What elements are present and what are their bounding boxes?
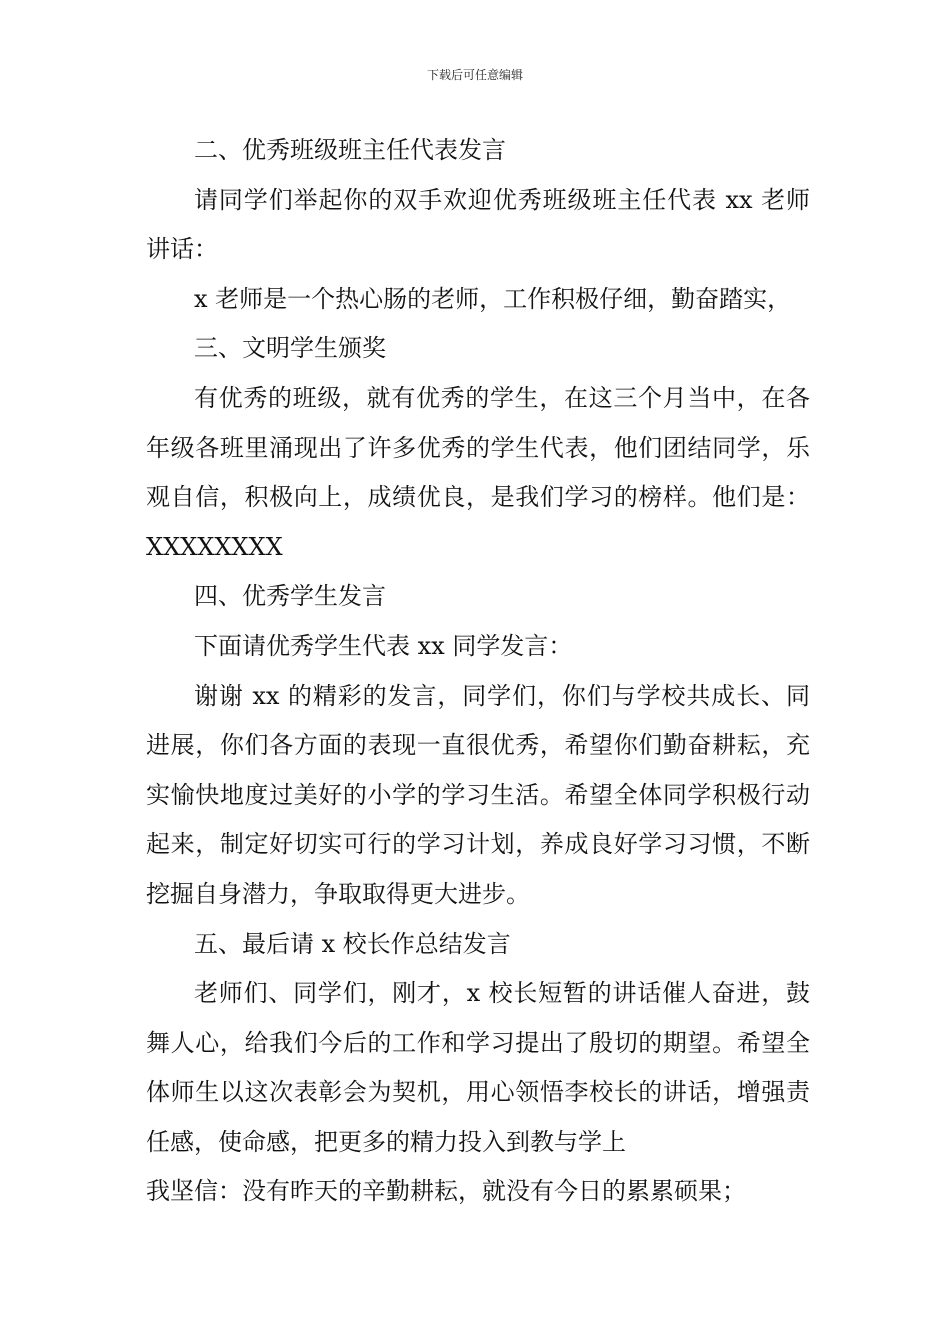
- page-header-note: 下载后可任意编辑: [426, 68, 523, 82]
- section-heading-2: 二、优秀班级班主任代表发言: [194, 136, 506, 164]
- paragraph-teacher-praise: x 老师是一个热心肠的老师，工作积极仔细，勤奋踏实，: [194, 284, 792, 313]
- document-body: [146, 126, 810, 1217]
- section-heading-4: 四、优秀学生发言: [194, 582, 386, 611]
- paragraph-teacher-intro: 请同学们举起你的双手欢迎优秀班级班主任代表 xx 老师讲话：: [146, 185, 810, 264]
- section-heading-5: 五、最后请 x 校长作总结发言: [194, 929, 511, 958]
- section-heading-3: 三、文明学生颁奖: [194, 334, 386, 363]
- paragraph-thanks: 谢谢 xx 的精彩的发言，同学们，你们与学校共成长、同进展，你们各方面的表现一直很优秀，希望你们勤奋耕耘，充实愉快地度过美好的小学的学习生活。希望全体同学积极行动起来，制定好切实可行的学习计划，养成良好学习习惯，不断挖掘自身潜力，争取取得更大进步。: [146, 681, 810, 908]
- paragraph-student-speech-intro: 下面请优秀学生代表 xx 同学发言：: [194, 631, 573, 660]
- paragraph-summary: 老师们、同学们，刚才，x 校长短暂的讲话催人奋进，鼓舞人心，给我们今后的工作和学习提出了殷切的期望。希望全体师生以这次表彰会为契机，用心领悟李校长的讲话，增强责任感，使命感，把更多的精力投入到教与学上: [146, 979, 810, 1156]
- paragraph-conviction: 我坚信：没有昨天的辛勤耕耘，就没有今日的累累硕果；: [146, 1177, 746, 1206]
- paragraph-student-award: 有优秀的班级，就有优秀的学生，在这三个月当中，在各年级各班里涌现出了许多优秀的学生代表，他们团结同学，乐观自信，积极向上，成绩优良，是我们学习的榜样。他们是：XXXXXXXX: [146, 383, 810, 561]
